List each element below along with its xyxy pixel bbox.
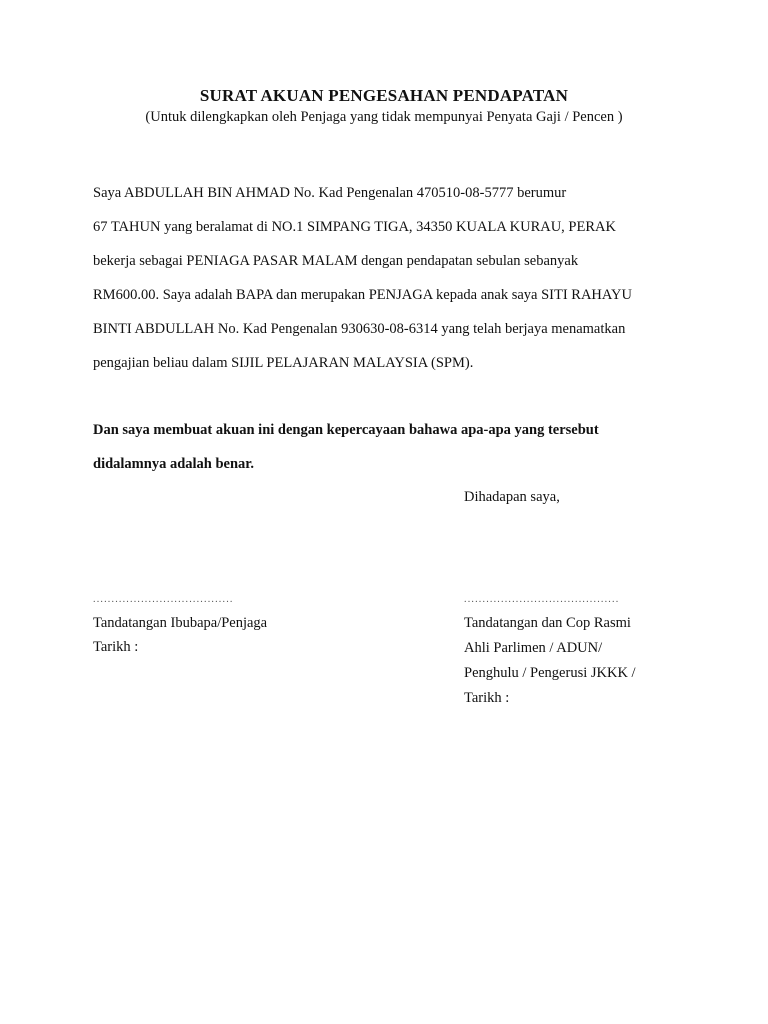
right-signature-line-2: Ahli Parlimen / ADUN/ (464, 640, 603, 656)
right-date-label: Tarikh : (464, 690, 510, 706)
left-signature-label: Tandatangan Ibubapa/Penjaga (93, 615, 268, 631)
signature-line-right: .......................................... (464, 594, 620, 605)
right-signature-line-1: Tandatangan dan Cop Rasmi (464, 615, 631, 631)
body-line-4: RM600.00. Saya adalah BAPA dan merupakan PENJAGA kepada anak saya SITI RAHAYU (93, 287, 632, 303)
declaration-line-1: Dan saya membuat akuan ini dengan kepercayaan bahawa apa-apa yang tersebut (93, 422, 599, 438)
declaration-line-2: didalamnya adalah benar. (93, 456, 255, 472)
left-date-label: Tarikh : (93, 639, 139, 655)
body-line-2: 67 TAHUN yang beralamat di NO.1 SIMPANG TIGA, 34350 KUALA KURAU, PERAK (93, 219, 616, 235)
document-title: SURAT AKUAN PENGESAHAN PENDAPATAN (199, 86, 569, 105)
signature-line-left: ...................................... (93, 594, 234, 605)
body-line-5: BINTI ABDULLAH No. Kad Pengenalan 930630-08-6314 yang telah berjaya menamatkan (93, 321, 626, 337)
body-line-6: pengajian beliau dalam SIJIL PELAJARAN MALAYSIA (SPM). (93, 355, 474, 371)
document-subtitle: (Untuk dilengkapkan oleh Penjaga yang tidak mempunyai Penyata Gaji / Pencen ) (145, 109, 623, 125)
witness-heading: Dihadapan saya, (464, 489, 560, 505)
body-line-1: Saya ABDULLAH BIN AHMAD No. Kad Pengenalan 470510-08-5777 berumur (93, 185, 567, 201)
right-signature-line-3: Penghulu / Pengerusi JKKK / (464, 665, 636, 681)
body-line-3: bekerja sebagai PENIAGA PASAR MALAM dengan pendapatan sebulan sebanyak (93, 253, 579, 269)
